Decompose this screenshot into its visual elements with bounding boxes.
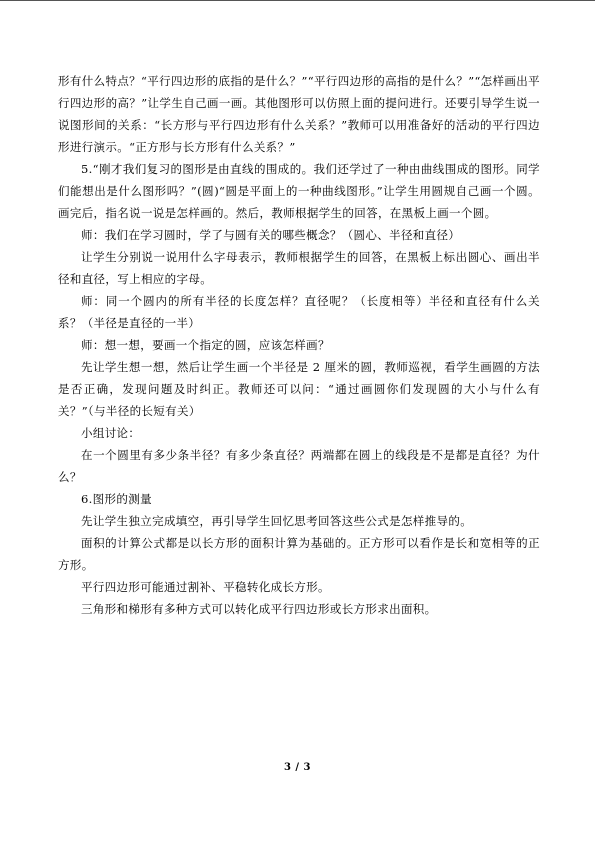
- paragraph: 三角形和梯形有多种方式可以转化成平行四边形或长方形求出面积。: [81, 602, 437, 616]
- paragraph: 小组讨论：: [81, 426, 141, 440]
- paragraph: 先让学生想一想，然后让学生画一个半径是 2 厘米的圆，教师巡视，看学生画圆的方法是否正确，发现问题及时纠正。教师还可以问：“通过画圆你们发现圆的大小与什么有关？”（与半径的长短有关）: [58, 360, 540, 418]
- header-rule: [0, 0, 595, 1]
- section-heading: 6.图形的测量: [81, 492, 152, 506]
- paragraph: 师：我们在学习圆时，学了与圆有关的哪些概念？（圆心、半径和直径）: [81, 228, 461, 242]
- paragraph: 让学生分别说一说用什么字母表示，教师根据学生的回答，在黑板上标出圆心、画出半径和直径，写上相应的字母。: [58, 250, 540, 286]
- paragraph: 师：同一个圆内的所有半径的长度怎样？直径呢？（长度相等）半径和直径有什么关系？（半径是直径的一半）: [58, 294, 540, 330]
- paragraph: 师：想一想，要画一个指定的圆，应该怎样画？: [81, 338, 330, 352]
- paragraph: 在一个圆里有多少条半径？有多少条直径？两端都在圆上的线段是不是都是直径？为什么？: [58, 448, 540, 484]
- page-number: 3 / 3: [283, 762, 312, 773]
- paragraph: 先让学生独立完成填空，再引导学生回忆思考回答这些公式是怎样推导的。: [81, 514, 473, 528]
- paragraph: 平行四边形可能通过割补、平稳转化成长方形。: [81, 580, 330, 594]
- paragraph: 面积的计算公式都是以长方形的面积计算为基础的。正方形可以看作是长和宽相等的正方形。: [58, 536, 540, 572]
- paragraph: 形有什么特点？“平行四边形的底指的是什么？”“平行四边形的高指的是什么？”“怎样画出平行四边形的高？”让学生自己画一画。其他图形可以仿照上面的提问进行。还要引导学生说一说图形间的关系：“长方形与平行四边形有什么关系？”教师可以用准备好的活动的平行四边形进行演示。“正方形与长方形有什么关系？”: [58, 74, 540, 154]
- document-body: [58, 70, 540, 620]
- paragraph: 5.“刚才我们复习的图形是由直线的围成的。我们还学过了一种由曲线围成的图形。同学们能想出是什么图形吗？”(圆)“圆是平面上的一种曲线图形。”让学生用圆规自己画一个圆。画完后，指名说一说是怎样画的。然后，教师根据学生的回答，在黑板上画一个圆。: [58, 162, 540, 220]
